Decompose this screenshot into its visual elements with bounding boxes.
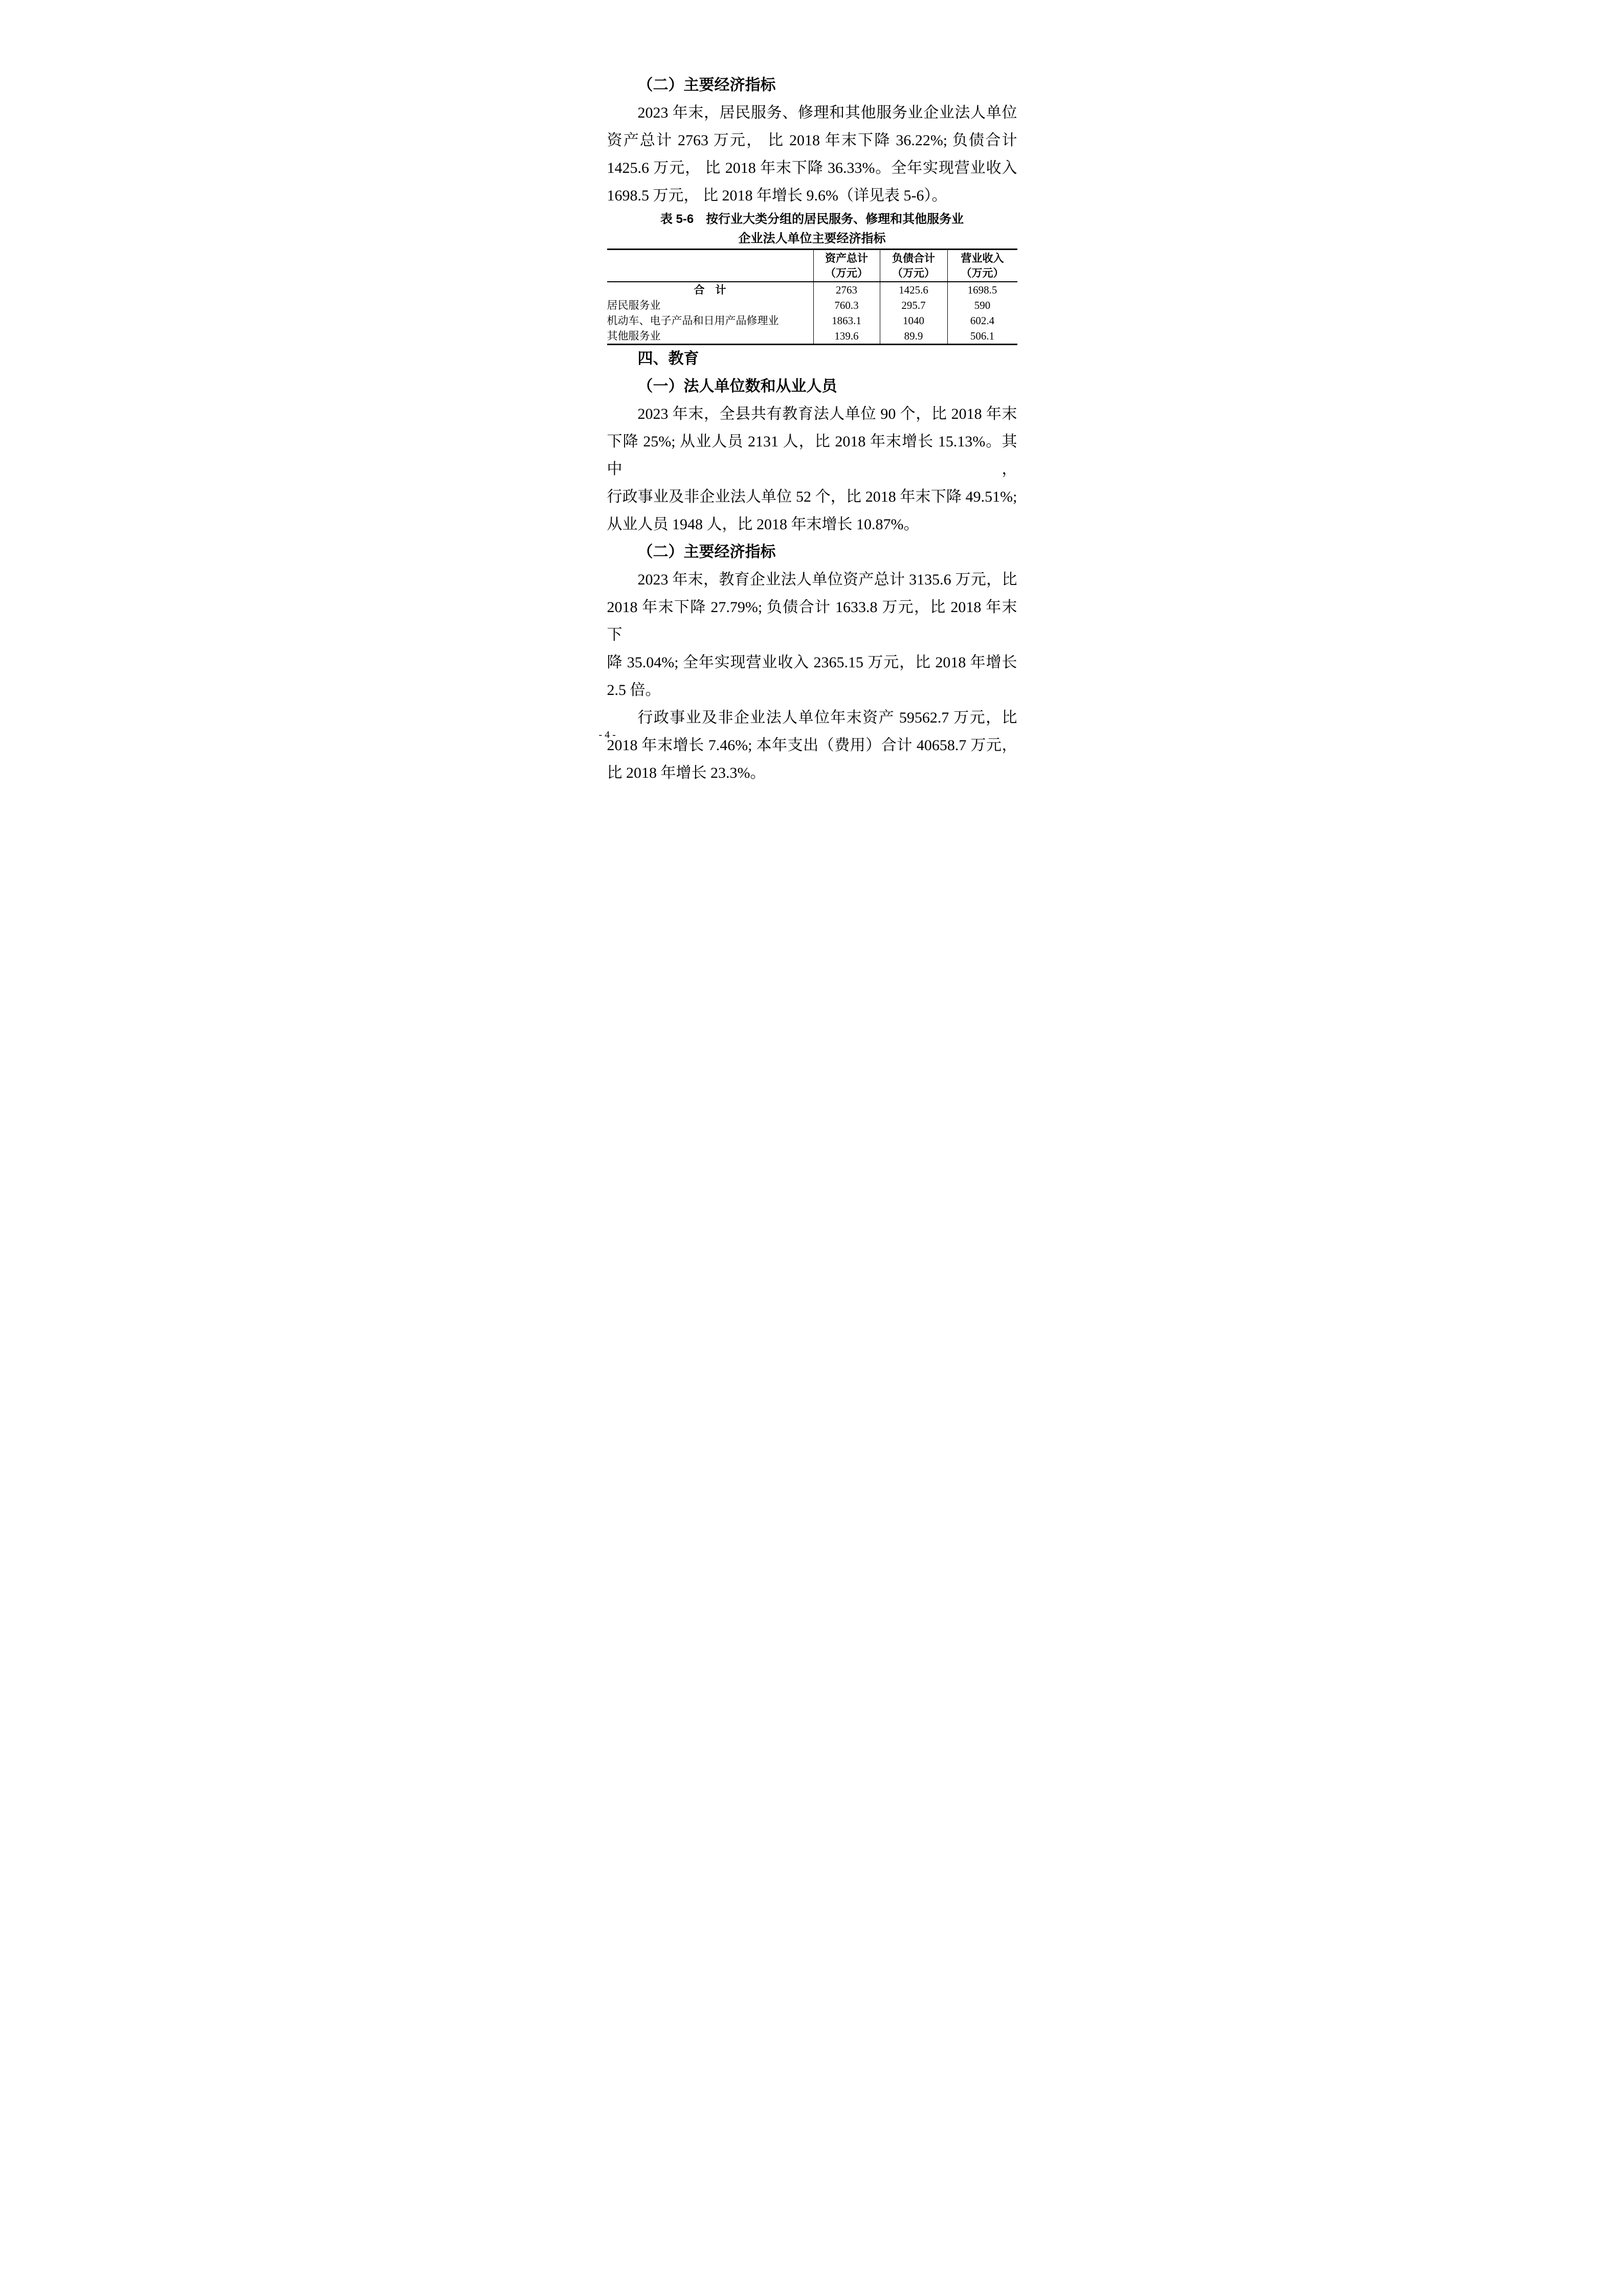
text-line: 降 35.04%; 全年实现营业收入 2365.15 万元，比 2018 年增长 <box>607 654 1017 671</box>
document-page <box>531 0 1094 796</box>
text-line: 2.5 倍。 <box>607 682 661 699</box>
heading-economic-indicators-services: （二）主要经济指标 <box>637 77 776 94</box>
table-5-6 <box>607 249 1017 345</box>
cell-value: 139.6 <box>813 328 880 344</box>
cell-value: 602.4 <box>947 313 1017 328</box>
paragraph-education-administrative <box>607 704 1017 787</box>
text-line: 行政事业及非企业法人单位年末资产 59562.7 万元，比 <box>637 709 1017 726</box>
text-line: 1425.6 万元， 比 2018 年末下降 36.33%。全年实现营业收入 <box>607 160 1017 176</box>
text-line: 1698.5 万元， 比 2018 年增长 9.6%（详见表 5-6）。 <box>607 187 947 204</box>
cell-value: 1040 <box>880 313 947 328</box>
text-line: 资产总计 2763 万元， 比 2018 年末下降 36.22%; 负债合计 <box>607 132 1017 149</box>
text-line: 比 2018 年增长 23.3%。 <box>607 764 766 781</box>
text-line: 2023 年末，居民服务、修理和其他服务业企业法人单位 <box>637 104 1017 121</box>
cell-value: 295.7 <box>880 298 947 313</box>
table-header-row <box>607 250 1017 282</box>
cell-value: 506.1 <box>947 328 1017 344</box>
column-header-liabilities-name: 负债合计 <box>892 252 935 264</box>
row-label: 合 计 <box>694 284 726 296</box>
cell-value: 1698.5 <box>947 282 1017 298</box>
text-line: 行政事业及非企业法人单位 52 个，比 2018 年末下降 49.51%; <box>607 488 1017 505</box>
column-header-revenue-unit: （万元） <box>961 267 1004 279</box>
table-row-resident-services <box>607 298 1017 313</box>
paragraph-education-economics <box>607 566 1017 704</box>
column-header-assets-unit: （万元） <box>825 267 868 279</box>
text-line: 2018 年末下降 27.79%; 负债合计 1633.8 万元，比 2018 年末下 <box>607 599 1017 643</box>
cell-value: 1425.6 <box>880 282 947 298</box>
cell-value: 89.9 <box>880 328 947 344</box>
column-header-assets <box>813 250 880 281</box>
text-line: 2023 年末，教育企业法人单位资产总计 3135.6 万元，比 <box>637 571 1017 588</box>
paragraph-services-economics <box>607 99 1017 210</box>
text-line: 2018 年末增长 7.46%; 本年支出（费用）合计 40658.7 万元， <box>607 737 1017 754</box>
heading-education-economic-indicators: （二）主要经济指标 <box>637 544 776 560</box>
table-row-repair-industry <box>607 313 1017 328</box>
column-header-empty <box>607 250 813 281</box>
cell-value: 590 <box>947 298 1017 313</box>
cell-value: 2763 <box>813 282 880 298</box>
table-caption-line2: 企业法人单位主要经济指标 <box>738 232 886 245</box>
table-row-total <box>607 282 1017 298</box>
column-header-revenue-name: 营业收入 <box>961 252 1004 264</box>
row-label: 机动车、电子产品和日用产品修理业 <box>607 314 779 327</box>
heading-education-units-personnel: （一）法人单位数和从业人员 <box>637 378 837 395</box>
cell-value: 760.3 <box>813 298 880 313</box>
text-line: 下降 25%; 从业人员 2131 人，比 2018 年末增长 15.13%。其中， <box>607 433 1017 478</box>
column-header-assets-name: 资产总计 <box>825 252 868 264</box>
text-line: 2023 年末，全县共有教育法人单位 90 个，比 2018 年末 <box>637 406 1017 422</box>
text-line: 从业人员 1948 人，比 2018 年末增长 10.87%。 <box>607 516 919 533</box>
column-header-liabilities-unit: （万元） <box>892 267 935 279</box>
column-header-revenue <box>947 250 1017 281</box>
paragraph-education-units <box>607 400 1017 538</box>
page-content <box>607 72 1017 787</box>
row-label: 其他服务业 <box>607 330 661 342</box>
heading-education-section: 四、教育 <box>637 350 699 367</box>
table-caption-line1: 表 5-6 按行业大类分组的居民服务、修理和其他服务业 <box>660 212 964 226</box>
cell-value: 1863.1 <box>813 313 880 328</box>
page-number: - 4 - <box>598 729 616 740</box>
row-label: 居民服务业 <box>607 299 661 311</box>
table-row-other-services <box>607 328 1017 344</box>
column-header-liabilities <box>880 250 947 281</box>
